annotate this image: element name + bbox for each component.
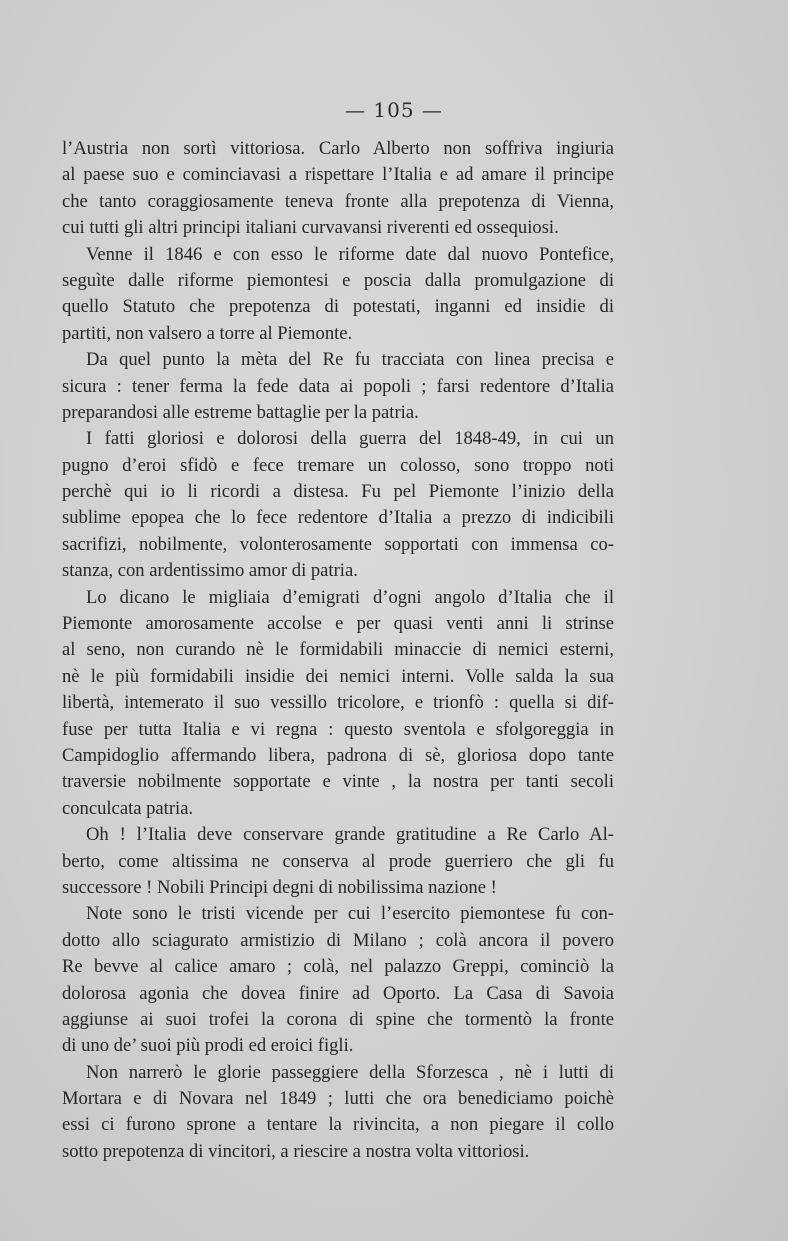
- text-line: nè le più formidabili insidie dei nemici interni. Volle salda la sua: [62, 665, 614, 687]
- text-line: preparandosi alle estreme battaglie per la patria.: [62, 401, 419, 423]
- text-line: dolorosa agonia che dovea finire ad Oporto. La Casa di Savoia: [62, 982, 614, 1004]
- text-line: sublime epopea che lo fece redentore d’Italia a prezzo di indicibili: [62, 507, 614, 529]
- text-line: sacrifizi, nobilmente, volonterosamente sopportati con immensa co-: [62, 533, 614, 555]
- text-line: Mortara e di Novara nel 1849 ; lutti che ora benediciamo poichè: [62, 1088, 614, 1110]
- paragraph: [62, 585, 614, 823]
- paragraph: [62, 136, 614, 242]
- text-line: che tanto coraggiosamente teneva fronte alla prepotenza di Vienna,: [62, 190, 614, 212]
- text-line: sotto prepotenza di vincitori, a riescire a nostra volta vittoriosi.: [62, 1140, 530, 1162]
- paragraph: [62, 1060, 614, 1166]
- text-line: perchè qui io li ricordi a distesa. Fu pel Piemonte l’inizio della: [62, 481, 614, 503]
- text-line: berto, come altissima ne conserva al prode guerriero che gli fu: [62, 850, 614, 872]
- text-line: Campidoglio affermando libera, padrona di sè, gloriosa dopo tante: [62, 744, 614, 766]
- text-line: fuse per tutta Italia e vi regna : questo sventola e sfolgoreggia in: [62, 718, 614, 740]
- page-number: — 105 —: [345, 98, 443, 122]
- text-line: al paese suo e cominciavasi a rispettare l’Italia e ad amare il principe: [62, 164, 614, 186]
- text-line: cui tutti gli altri principi italiani curvavansi riverenti ed ossequiosi.: [62, 217, 559, 239]
- text-line: aggiunse ai suoi trofei la corona di spine che tormentò la fronte: [62, 1008, 614, 1030]
- paragraph: [62, 242, 614, 348]
- text-line: Oh ! l’Italia deve conservare grande gratitudine a Re Carlo Al-: [86, 824, 614, 846]
- paragraph: [62, 901, 614, 1059]
- text-line: conculcata patria.: [62, 797, 194, 819]
- text-line: Venne il 1846 e con esso le riforme date dal nuovo Pontefice,: [86, 243, 614, 265]
- text-line: traversie nobilmente sopportate e vinte , la nostra per tanti secoli: [62, 771, 614, 793]
- text-line: Da quel punto la mèta del Re fu tracciata con linea precisa e: [86, 349, 614, 371]
- text-line: al seno, non curando nè le formidabili minaccie di nemici esterni,: [62, 639, 614, 661]
- text-line: stanza, con ardentissimo amor di patria.: [62, 560, 358, 582]
- text-line: Non narrerò le glorie passeggiere della Sforzesca , nè i lutti di: [86, 1061, 614, 1083]
- text-line: partiti, non valsero a torre al Piemonte.: [62, 322, 353, 344]
- text-line: seguìte dalle riforme piemontesi e poscia dalla promulgazione di: [62, 269, 614, 291]
- text-line: I fatti gloriosi e dolorosi della guerra del 1848-49, in cui un: [86, 428, 614, 450]
- text-line: libertà, intemerato il suo vessillo tricolore, e trionfò : quella si dif-: [62, 692, 614, 714]
- text-line: Lo dicano le migliaia d’emigrati d’ogni angolo d’Italia che il: [86, 586, 614, 608]
- paragraph: [62, 822, 614, 901]
- text-line: sicura : tener ferma la fede data ai popoli ; farsi redentore d’Italia: [62, 375, 614, 397]
- text-line: essi ci furono sprone a tentare la rivincita, a non piegare il collo: [62, 1114, 614, 1136]
- text-line: dotto allo sciagurato armistizio di Milano ; colà ancora il povero: [62, 929, 614, 951]
- text-line: successore ! Nobili Principi degni di nobilissima nazione !: [62, 876, 497, 898]
- text-line: Note sono le tristi vicende per cui l’esercito piemontese fu con-: [86, 903, 614, 925]
- text-line: Re bevve al calice amaro ; colà, nel palazzo Greppi, cominciò la: [62, 956, 614, 978]
- text-line: quello Statuto che prepotenza di potestati, inganni ed insidie di: [62, 296, 614, 318]
- text-line: Piemonte amorosamente accolse e per quasi venti anni li strinse: [62, 613, 614, 635]
- text-line: pugno d’eroi sfidò e fece tremare un colosso, sono troppo noti: [62, 454, 614, 476]
- text-line: l’Austria non sortì vittoriosa. Carlo Alberto non soffriva ingiuria: [62, 138, 614, 159]
- text-line: di uno de’ suoi più prodi ed eroici figli.: [62, 1035, 354, 1057]
- paragraph: [62, 347, 614, 426]
- paragraph: [62, 426, 614, 584]
- body-text: [62, 136, 614, 1165]
